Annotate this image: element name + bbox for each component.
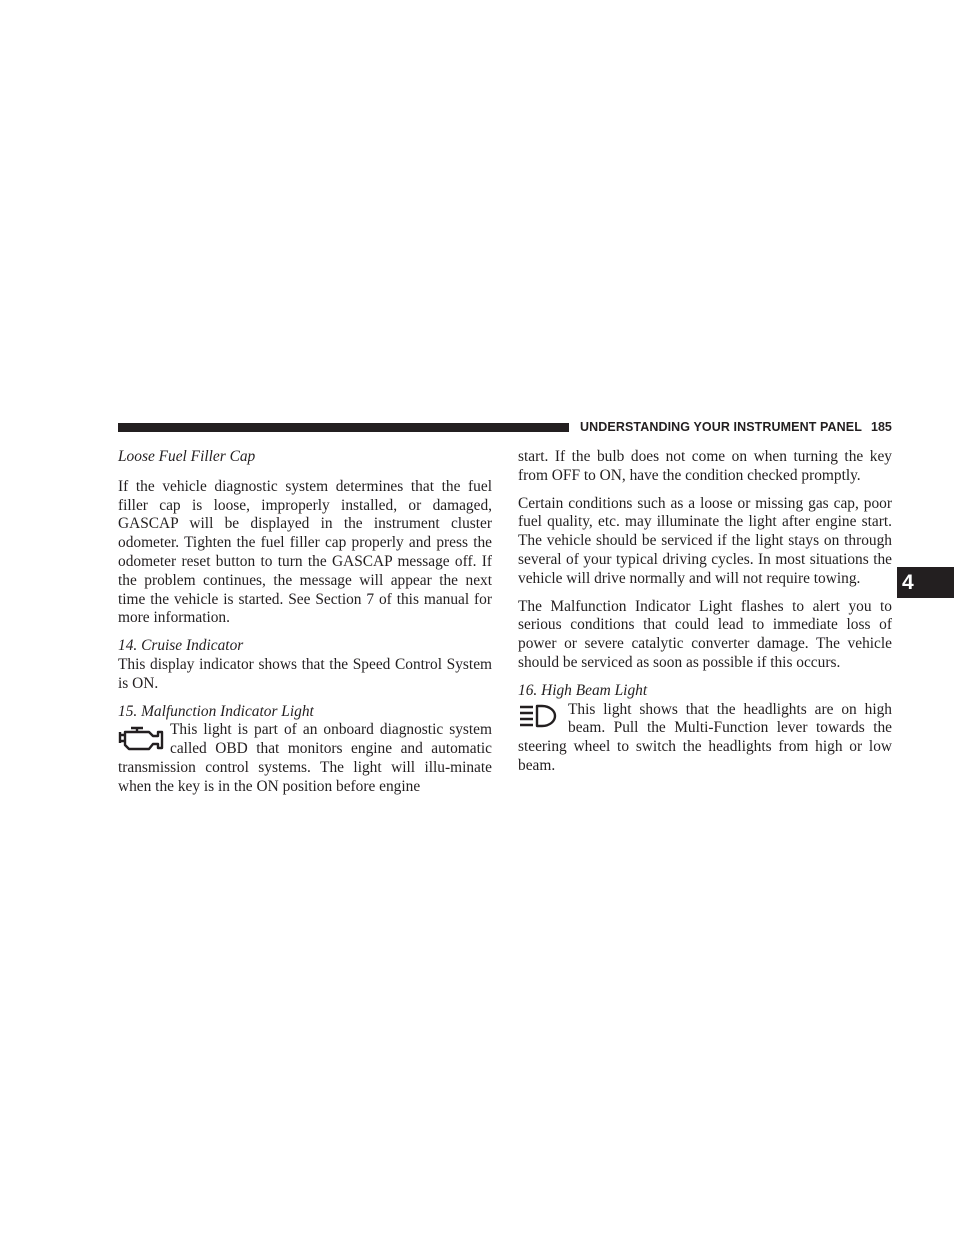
mil-paragraph: This light is part of an onboard diagnostic system called OBD that monitors engine and automatic transmission control systems. The light will illu-minate when the key is in the ON position before engine [118, 721, 492, 795]
flash-paragraph: The Malfunction Indicator Light flashes to alert you to serious conditions that could lead to immediate loss of power or severe catalytic converter damage. The vehicle should be serviced as soon as possible if this occurs. [518, 597, 892, 671]
high-beam-block [518, 701, 892, 776]
right-column [518, 448, 892, 776]
high-beam-icon [518, 703, 562, 729]
loose-cap-paragraph: If the vehicle diagnostic system determines that the fuel filler cap is loose, improperly installed, or damaged, GASCAP will be displayed in the instrument cluster odometer. Tighten the fuel filler cap properly and press the odometer reset button to turn the GASCAP message off. If the problem continues, the message will appear the next time the vehicle is started. See Section 7 of this manual for more information. [118, 477, 492, 627]
header-rule [118, 423, 569, 432]
page-number: 185 [871, 420, 892, 434]
mil-heading: 15. Malfunction Indicator Light [118, 702, 314, 720]
mil-continued-paragraph: start. If the bulb does not come on when turning the key from OFF to ON, have the condition checked promptly. [518, 448, 892, 484]
left-column [118, 448, 492, 797]
cruise-heading: 14. Cruise Indicator [118, 637, 244, 655]
chapter-tab: 4 [897, 567, 954, 598]
engine-icon [118, 723, 164, 753]
high-beam-heading: 16. High Beam Light [518, 681, 648, 699]
conditions-paragraph: Certain conditions such as a loose or missing gas cap, poor fuel quality, etc. may illuminate the light after engine start. The vehicle should be serviced if the light stays on through several of your typical driving cycles. In most situations the vehicle will drive normally and will not require towing. [518, 494, 892, 587]
loose-cap-heading: Loose Fuel Filler Cap [118, 448, 256, 465]
cruise-paragraph: This display indicator shows that the Speed Control System is ON. [118, 655, 492, 692]
mil-block [118, 721, 492, 796]
section-title: UNDERSTANDING YOUR INSTRUMENT PANEL [580, 420, 862, 434]
high-beam-paragraph: This light shows that the headlights are on high beam. Pull the Multi-Function lever towards the steering wheel to switch the headlights from high or low beam. [518, 700, 892, 774]
